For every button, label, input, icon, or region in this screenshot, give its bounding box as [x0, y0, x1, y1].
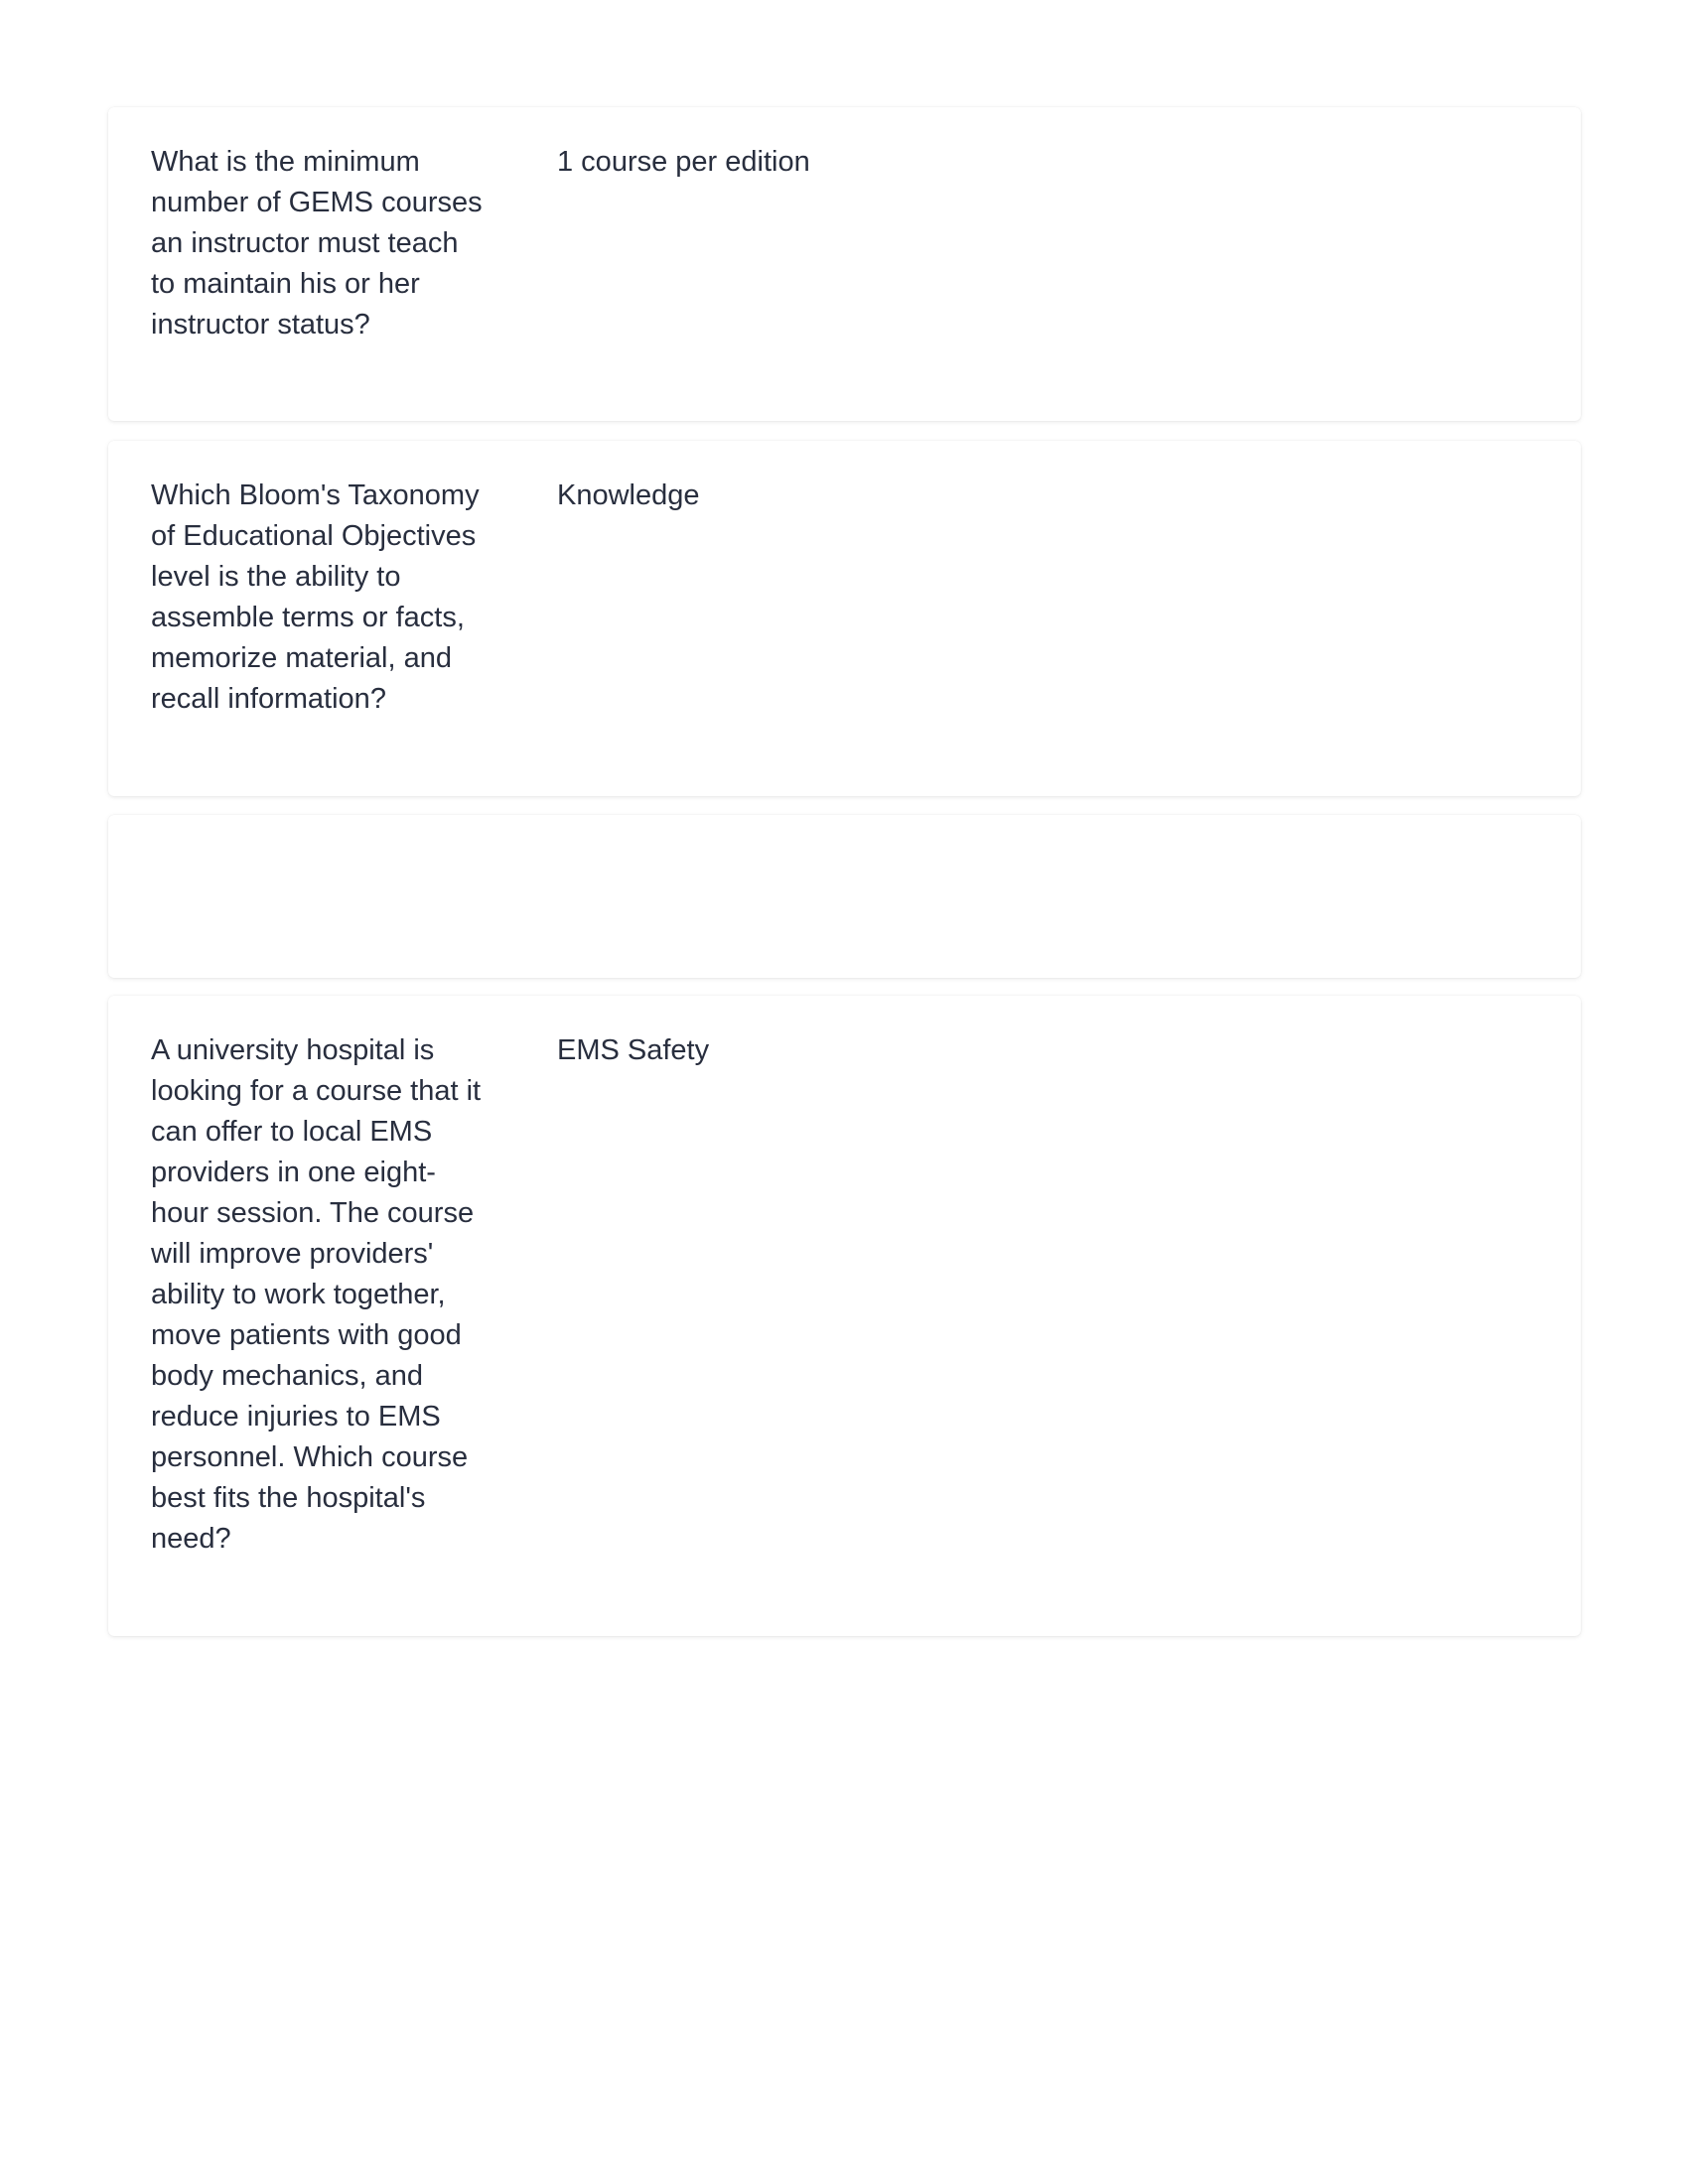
flashcard	[108, 107, 1581, 421]
flashcard-empty	[108, 815, 1581, 978]
card-definition: EMS Safety	[557, 1034, 710, 1066]
card-term: What is the minimum number of GEMS courses an instructor must teach to maintain his or her instructor status?	[151, 146, 483, 341]
card-term: Which Bloom's Taxonomy of Educational Objectives level is the ability to assemble terms or facts, memorize material, and recall information?	[151, 479, 480, 715]
card-definition: 1 course per edition	[557, 146, 810, 178]
flashcard	[108, 996, 1581, 1636]
flashcard	[108, 441, 1581, 796]
card-definition: Knowledge	[557, 479, 700, 511]
card-term: A university hospital is looking for a course that it can offer to local EMS providers in one eight-hour session. The course will improve providers' ability to work together, move patients with good body mechanics, and reduce injuries to EMS personnel. Which course best fits the hospital's need?	[151, 1034, 482, 1555]
